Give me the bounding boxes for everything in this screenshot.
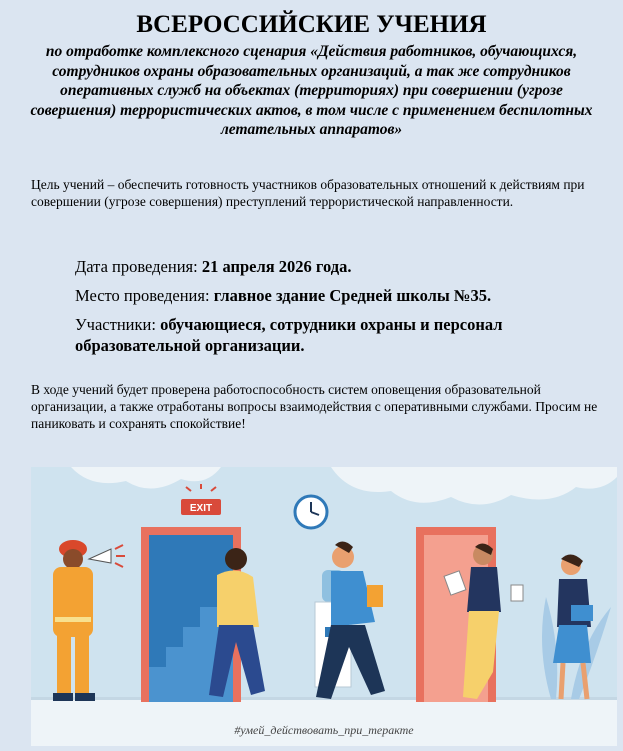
hashtag-caption: #умей_действовать_при_теракте	[234, 723, 414, 737]
evacuation-illustration	[31, 467, 617, 746]
place-label: Место проведения:	[75, 286, 214, 305]
date-label: Дата проведения:	[75, 257, 202, 276]
page-subtitle: по отработке комплексного сценария «Действия работников, обучающихся, сотрудников охраны образовательных организаций, а так же сотрудников оперативных служб на объектах (территориях) при совершении (угрозе совершения) террористических актов, в том числе с применением беспилотных летательных аппаратов»	[30, 43, 593, 138]
clock-icon	[295, 496, 327, 528]
event-details	[75, 256, 605, 364]
place-line	[75, 285, 605, 306]
participants-value: обучающиеся, сотрудники охраны и персонал образовательной организации.	[75, 315, 503, 355]
page-title: ВСЕРОССИЙСКИЕ УЧЕНИЯ	[136, 11, 487, 38]
goal-paragraph: Цель учений – обеспечить готовность участников образовательных отношений к действиям при совершении (угрозе совершения) преступлений террористической направленности.	[31, 177, 585, 209]
exit-sign-text: EXIT	[189, 503, 213, 514]
exit-sign	[181, 484, 221, 515]
place-value: главное здание Средней школы №35.	[213, 286, 492, 305]
notice-paragraph: В ходе учений будет проверена работоспособность систем оповещения образовательной организации, а также отработаны вопросы взаимодействия с оперативными службами. Просим не паниковать и сохранять спокойствие!	[31, 382, 598, 431]
date-value: 21 апреля 2026 года.	[201, 257, 352, 276]
participants-line	[75, 314, 605, 356]
participants-label: Участники:	[75, 315, 161, 334]
date-line	[75, 256, 605, 277]
